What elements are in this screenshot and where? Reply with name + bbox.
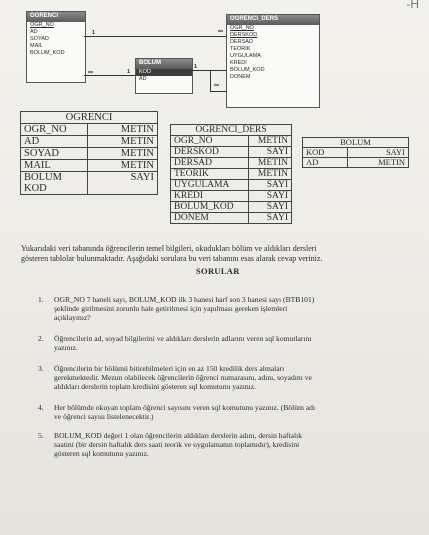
- table-cell: DERSAD: [171, 158, 249, 169]
- erd-field: DERSAD: [230, 39, 253, 45]
- table-title: OGRENCI: [21, 112, 158, 124]
- table-cell: METIN: [248, 136, 291, 147]
- erd-field: OGR_NO: [230, 25, 254, 31]
- question-line: gerekmektedir. Mezun olabilecek öğrencilerin öğrenci numarasını, adını, soyadını ve: [54, 373, 312, 383]
- erd-field: KREDI: [230, 60, 247, 66]
- table-cell: METIN: [88, 160, 158, 172]
- table-cell: METIN: [248, 158, 291, 169]
- table-cell: METIN: [248, 169, 291, 180]
- erd-bolum-box: [135, 58, 193, 94]
- erd-field: SOYAD: [30, 36, 49, 42]
- intro-line: Yukarıdaki veri tabanında öğrencilerin temel bilgileri, okudukları bölüm ve aldıkları dersleri: [21, 244, 317, 253]
- table-cell: SAYI: [248, 147, 291, 158]
- table-cell: OGR_NO: [21, 124, 88, 136]
- table-cell: DERSKOD: [171, 147, 249, 158]
- table-row: [303, 158, 409, 168]
- relation-line: [84, 36, 226, 37]
- intro-line: gösteren tablolar bulunmaktadır. Aşağıdaki sorulara bu veri tabanını esas alarak cevap veriniz.: [21, 253, 323, 263]
- erd-ogrenci-ders-box: [226, 14, 320, 108]
- question-line: Öğrencilerin ad, soyad bilgilerini ve aldıkları derslerin adlarını veren sql komutlarını: [54, 334, 312, 343]
- table-cell: SAYI: [248, 202, 291, 213]
- question-number: 2.: [38, 334, 44, 343]
- relation-line: [191, 70, 226, 71]
- questions-heading: SORULAR: [196, 266, 240, 276]
- table-row: [171, 136, 292, 147]
- question-line: Her bölümde okuyan toplam öğrenci sayısını veren sql komutunu yazınız. (Bölüm adı: [54, 403, 316, 412]
- erd-field: DONEM: [230, 74, 251, 80]
- erd-field: MAIL: [30, 43, 43, 49]
- erd-ogrenci-title: OGRENCI: [27, 12, 85, 22]
- table-title: OGRENCI_DERS: [171, 125, 292, 136]
- table-row: [171, 180, 292, 191]
- erd-field: BOLUM_KOD: [230, 67, 265, 73]
- question-line: yazınız.: [54, 343, 78, 353]
- question-line: şeklinde girilmesini zorunlu hale getirilmesi için yapılması gereken işlemleri: [54, 304, 288, 314]
- table-row: [171, 158, 292, 169]
- question-line: Öğrencilerin bir bölümü bitirebilmeleri için en az 150 kredilik ders almaları: [54, 364, 285, 373]
- table-cell: TEORIK: [171, 169, 249, 180]
- table-row: [21, 136, 158, 148]
- table-row: [171, 213, 292, 224]
- question-line: saatini (bir dersin haftalık ders saati teorik ve uygulamanın toplamıdır), kredisini: [54, 440, 300, 450]
- table-row: [21, 160, 158, 172]
- erd-ogrenci-ders-title: OGRENCI_DERS: [227, 15, 319, 25]
- table-row: [303, 148, 409, 158]
- table-cell: SAYI: [88, 172, 158, 195]
- table-cell: AD: [303, 158, 348, 168]
- table-cell: METIN: [348, 158, 409, 168]
- erd-field: OGR_NO: [30, 22, 54, 28]
- table-cell: METIN: [88, 148, 158, 160]
- table-title: BOLUM: [303, 138, 409, 148]
- relation-line: [210, 70, 211, 92]
- erd-field: KOD: [136, 69, 192, 76]
- table-cell: KOD: [303, 148, 348, 158]
- table-cell: SAYI: [248, 191, 291, 202]
- erd-field: UYGULAMA: [230, 53, 261, 59]
- table-row: [171, 147, 292, 158]
- erd-field: DERSKOD: [230, 32, 258, 38]
- table-cell: BOLUM KOD: [21, 172, 88, 195]
- table-cell: BOLUM_KOD: [171, 202, 249, 213]
- table-cell: DONEM: [171, 213, 249, 224]
- question-line: ve öğrenci sayısı listelenecektir.): [54, 412, 154, 422]
- table-row: [171, 169, 292, 180]
- table-row: [21, 172, 158, 195]
- erd-field: AD: [139, 76, 147, 82]
- table-row: [171, 202, 292, 213]
- question-number: 4.: [38, 403, 44, 412]
- cardinality-label: 1: [92, 30, 96, 36]
- bolum-table: [302, 137, 409, 168]
- erd-field: TEORIK: [230, 46, 251, 52]
- table-cell: SAYI: [348, 148, 409, 158]
- question-line: aldıkları derslerin toplam kredisini gösteren sql komutunu yazınız.: [54, 382, 257, 392]
- erd-ogrenci-box: [26, 11, 86, 83]
- question-line: OGR_NO 7 haneli sayı, BOLUM_KOD ilk 3 hanesi harf son 3 hanesi sayı (BTB101): [54, 295, 315, 304]
- erd-bolum-title: BOLUM: [136, 59, 192, 69]
- table-row: [21, 148, 158, 160]
- table-cell: METIN: [88, 124, 158, 136]
- intro-paragraph: [21, 244, 421, 263]
- table-cell: METIN: [88, 136, 158, 148]
- question-number: 5.: [38, 431, 44, 440]
- table-cell: MAIL: [21, 160, 88, 172]
- question-line: gösteren sql komutunu yazınız.: [54, 449, 149, 459]
- table-cell: KREDI: [171, 191, 249, 202]
- question-number: 3.: [38, 364, 44, 373]
- question-line: açıklayınız?: [54, 313, 91, 323]
- cardinality-label: ∞: [214, 82, 219, 89]
- table-cell: SOYAD: [21, 148, 88, 160]
- cardinality-label: ∞: [88, 69, 93, 76]
- erd-field: BOLUM_KOD: [30, 50, 65, 56]
- question-number: 1.: [38, 295, 44, 304]
- table-cell: OGR_NO: [171, 136, 249, 147]
- table-cell: UYGULAMA: [171, 180, 249, 191]
- table-row: [171, 191, 292, 202]
- ogrenci-ders-table: [170, 124, 292, 224]
- table-cell: SAYI: [248, 180, 291, 191]
- erd-field: AD: [30, 29, 38, 35]
- table-cell: SAYI: [248, 213, 291, 224]
- corner-mark: -H: [406, 0, 419, 11]
- question-line: BOLUM_KOD değeri 1 olan öğrencilerin aldıkları derslerin adını, dersin haftalık: [54, 431, 302, 440]
- cardinality-label: 1: [127, 69, 131, 75]
- table-row: [21, 124, 158, 136]
- table-cell: AD: [21, 136, 88, 148]
- relation-line: [210, 91, 226, 92]
- cardinality-label: ∞: [218, 28, 223, 35]
- ogrenci-table: [20, 111, 158, 195]
- cardinality-label: 1: [194, 64, 198, 70]
